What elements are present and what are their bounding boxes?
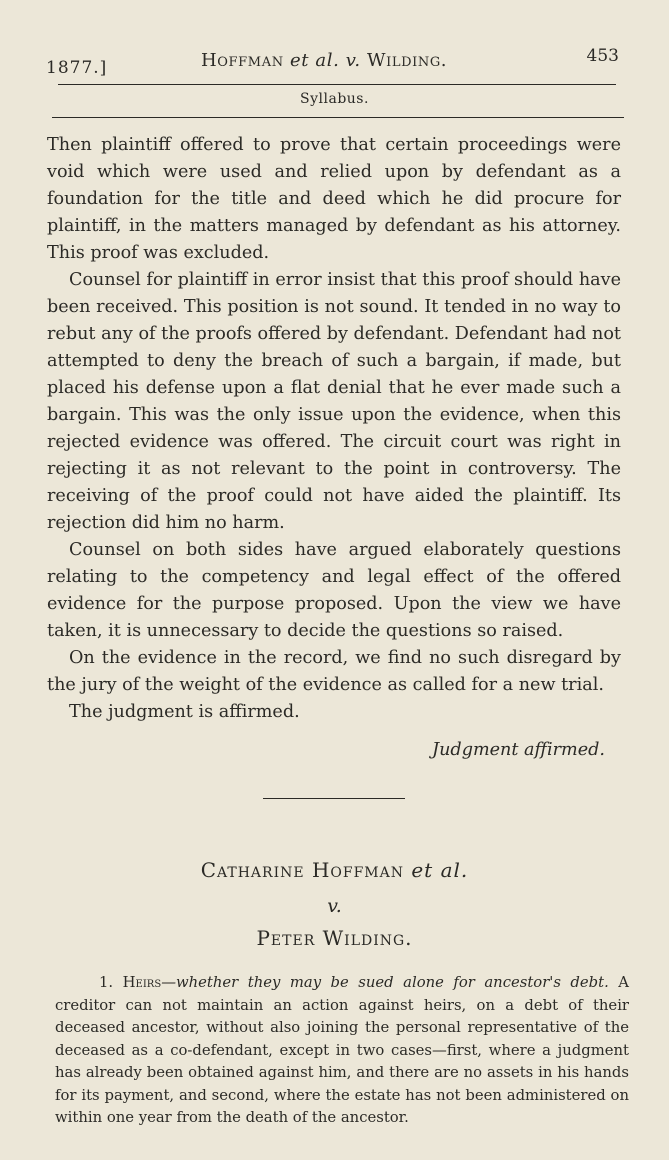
header-title-suffix: Wilding. [360, 50, 448, 71]
party1-etal: et al. [411, 858, 469, 882]
party1-name: Catharine Hoffman [200, 858, 404, 882]
headnote-number: 1. [99, 974, 114, 991]
paragraph: Then plaintiff offered to prove that certain proceedings were void which were used and relied upon by defendant as a foundation for the title and deed which he did procure for plaintiff, in the matters managed by defendant as his attorney. This proof was excluded. [47, 135, 621, 263]
headnote-topic: —whether they may be sued alone for ancestor's debt. [161, 974, 609, 991]
header-year: 1877.] [46, 58, 108, 78]
opinion-body [47, 132, 621, 726]
page-number: 453 [586, 46, 619, 66]
paragraph: Counsel for plaintiff in error insist that this proof should have been received. This position is not sound. It tended in no way to rebut any of the proofs offered by defendant. Defendant had not attempted to deny the breach of such a bargain, if made, but placed his defense upon a flat denial that he ever made such a bargain. This was the only issue upon the evidence, when this rejected evidence was offered. The circuit court was right in rejecting it as not relevant to the point in controversy. The receiving of the proof could not have aided the plaintiff. Its rejection did him no harm. [47, 270, 621, 533]
case-versus: v. [327, 895, 342, 917]
syllabus-label: Syllabus. [300, 91, 369, 107]
header-rule [58, 84, 616, 85]
case-party-defendant: Peter Wilding. [256, 926, 413, 950]
syllabus-rule [52, 117, 624, 118]
headnote-keyword: Heirs [122, 974, 162, 991]
case-party-plaintiff [0, 858, 669, 882]
judgment-line: Judgment affirmed. [432, 740, 605, 760]
paragraph: The judgment is affirmed. [69, 702, 300, 722]
header-title-prefix: Hoffman [201, 50, 290, 71]
header-title-etal: et al. v. [290, 50, 361, 71]
running-header [46, 46, 619, 78]
paragraph: Counsel on both sides have argued elaborately questions relating to the competency and legal effect of the offered evidence for the purpose proposed. Upon the view we have taken, it is unnecessary to decide the questions so raised. [47, 540, 621, 641]
headnote [55, 972, 629, 1130]
paragraph: On the evidence in the record, we find no such disregard by the jury of the weight of the evidence as called for a new trial. [47, 648, 621, 695]
headnote-text: A creditor can not maintain an action against heirs, on a debt of their deceased ancestor, without also joining the personal representative of the deceased as a co-defendant, except in two cases—first, where a judgment has already been obtained against him, and there are no assets in his hands for its payment, and second, where the estate has not been administered on within one year from the death of the ancestor. [55, 974, 629, 1126]
section-divider [263, 798, 405, 799]
header-case-title [201, 50, 447, 71]
